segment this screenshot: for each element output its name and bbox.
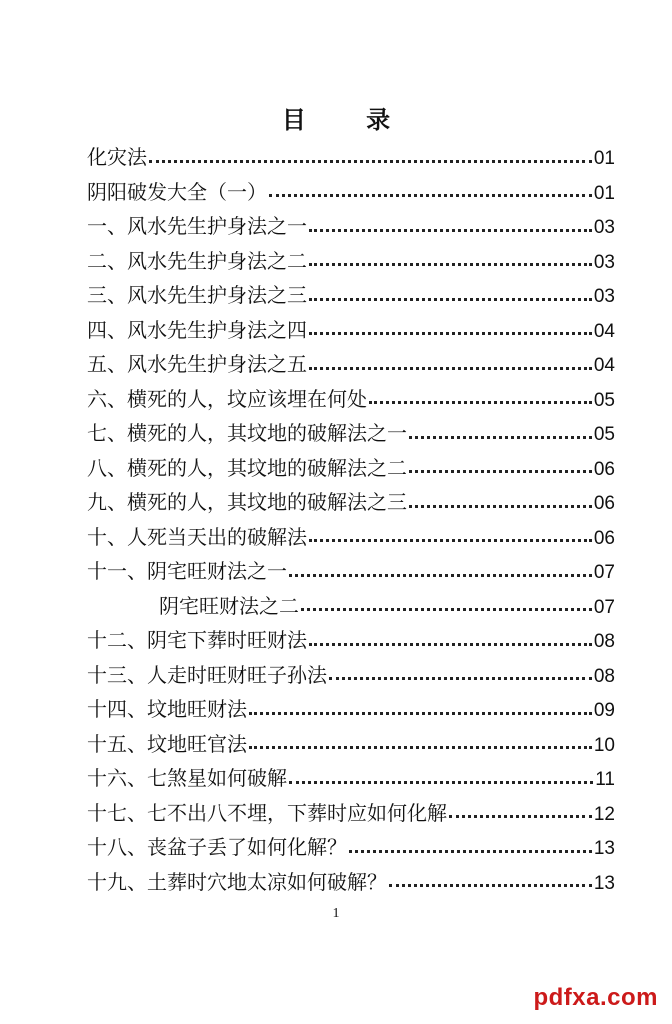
toc-entry-label: 阴宅旺财法之二 [159,593,299,618]
toc-entry-label: 二、风水先生护身法之二 [87,248,307,273]
toc-entry-label: 十一、阴宅旺财法之一 [87,559,287,583]
toc-entry[interactable] [87,416,615,451]
toc-entry-label: 阴阳破发大全（一） [87,179,267,204]
dot-leader [249,746,592,749]
toc-entry-page: 07 [593,596,615,618]
dot-leader [449,815,592,818]
toc-entry[interactable] [87,865,615,900]
toc-entry-page: 06 [593,493,615,514]
toc-entry[interactable] [87,830,615,865]
toc-entry[interactable] [87,382,615,417]
toc-list [87,140,615,899]
toc-entry-label: 十五、坟地旺官法 [87,731,247,756]
toc-entry[interactable] [87,485,615,520]
toc-entry[interactable] [87,761,615,796]
toc-entry-page: 04 [593,355,615,376]
dot-leader [349,850,592,853]
toc-entry[interactable] [87,140,615,175]
toc-entry-page: 05 [593,389,615,411]
toc-entry-label: 十九、土葬时穴地太凉如何破解？ [87,869,387,894]
dot-leader [409,436,592,439]
toc-entry-page: 11 [595,769,615,790]
toc-entry-label: 七、横死的人，其坟地的破解法之一 [87,421,407,445]
dot-leader [309,229,592,232]
dot-leader [289,781,593,784]
toc-entry-page: 03 [593,251,615,273]
dot-leader [149,160,592,163]
toc-entry-page: 04 [593,320,615,342]
dot-leader [309,367,592,370]
dot-leader [289,574,592,577]
toc-entry-label: 十、人死当天出的破解法 [87,524,307,549]
toc-entry-label: 六、横死的人，坟应该埋在何处 [87,386,367,411]
toc-entry-label: 十三、人走时旺财旺子孙法 [87,662,327,687]
dot-leader [309,539,592,542]
toc-entry[interactable] [87,209,615,244]
toc-entry-page: 05 [593,424,615,445]
toc-entry-label: 一、风水先生护身法之一 [87,214,307,238]
toc-entry-page: 13 [593,872,615,894]
toc-entry-page: 03 [593,217,615,238]
toc-entry-page: 12 [593,803,615,825]
dot-leader [409,470,592,473]
watermark-logo: pdfxa.com [533,984,658,1011]
dot-leader [329,677,592,680]
toc-entry-page: 01 [593,148,615,169]
toc-entry-label: 十二、阴宅下葬时旺财法 [87,628,307,652]
toc-entry-page: 01 [593,182,615,204]
toc-entry[interactable] [87,623,615,658]
toc-entry[interactable] [87,175,615,210]
toc-entry[interactable] [87,727,615,762]
toc-entry-page: 06 [593,527,615,549]
toc-entry-page: 07 [593,562,615,583]
dot-leader [369,401,592,404]
toc-entry[interactable] [87,244,615,279]
toc-subentry[interactable] [87,589,615,624]
toc-entry[interactable] [87,313,615,348]
toc-entry-page: 10 [593,734,615,756]
toc-entry[interactable] [87,554,615,589]
dot-leader [389,884,592,887]
toc-entry-label: 八、横死的人，其坟地的破解法之二 [87,455,407,480]
toc-entry[interactable] [87,692,615,727]
page-title: 目 录 [281,106,417,134]
dot-leader [249,712,592,715]
dot-leader [301,608,592,611]
toc-entry-label: 化灾法 [87,145,147,169]
toc-entry-page: 03 [593,286,615,307]
toc-entry[interactable] [87,347,615,382]
toc-entry-page: 06 [593,458,615,480]
toc-entry-label: 五、风水先生护身法之五 [87,352,307,376]
toc-entry-label: 九、横死的人，其坟地的破解法之三 [87,490,407,514]
dot-leader [309,298,592,301]
toc-entry-page: 08 [593,631,615,652]
toc-entry[interactable] [87,658,615,693]
toc-entry[interactable] [87,278,615,313]
toc-entry-page: 08 [593,665,615,687]
page-number: 1 [332,906,340,921]
toc-entry-label: 三、风水先生护身法之三 [87,283,307,307]
dot-leader [309,332,592,335]
toc-entry[interactable] [87,451,615,486]
toc-entry-page: 13 [593,838,615,859]
dot-leader [309,263,592,266]
toc-entry-label: 十六、七煞星如何破解 [87,766,287,790]
dot-leader [309,643,592,646]
toc-entry-page: 09 [593,700,615,721]
toc-entry-label: 四、风水先生护身法之四 [87,317,307,342]
dot-leader [409,505,592,508]
toc-entry-label: 十四、坟地旺财法 [87,697,247,721]
toc-entry-label: 十七、七不出八不埋，下葬时应如何化解 [87,800,447,825]
toc-entry-label: 十八、丧盆子丢了如何化解？ [87,835,347,859]
toc-entry[interactable] [87,796,615,831]
dot-leader [269,194,592,197]
toc-entry[interactable] [87,520,615,555]
